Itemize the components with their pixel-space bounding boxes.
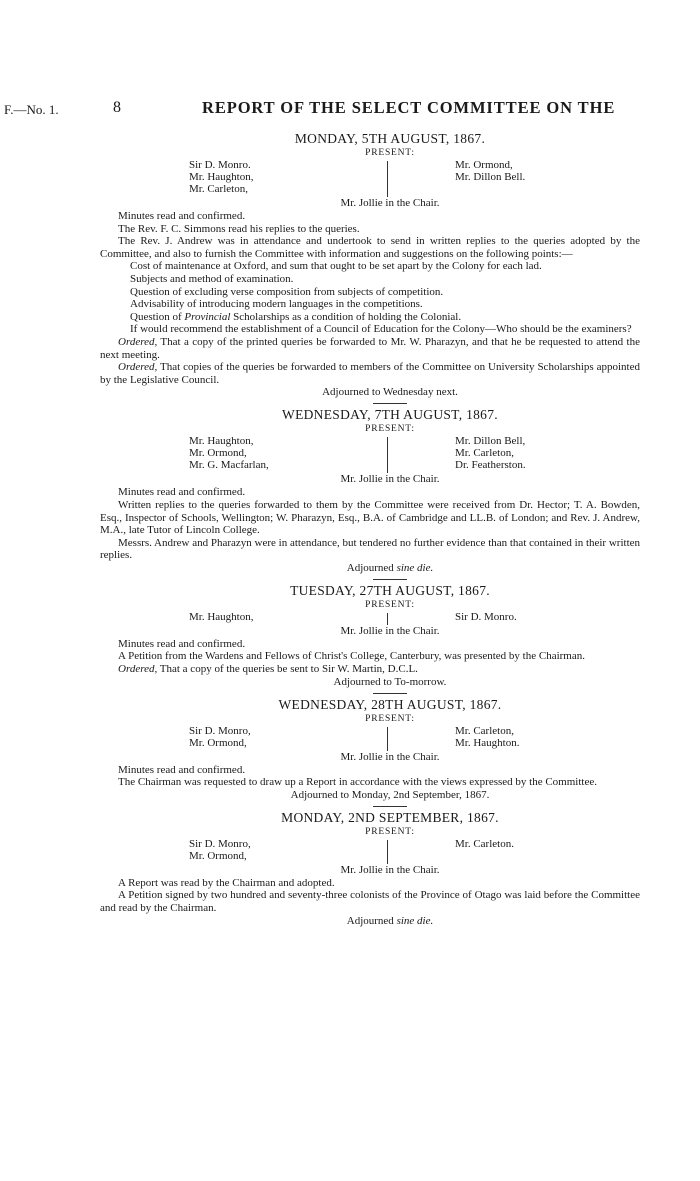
adjournment: Adjourned to Monday, 2nd September, 1867. (290, 788, 490, 801)
minute-paragraph: A Petition signed by two hundred and seventy-three colonists of the Province of Otago was laid before the Committee and read by the Chairman. (100, 889, 640, 915)
members-right (455, 159, 525, 183)
chair-line: Mr. Jollie in the Chair. (340, 624, 440, 637)
column-divider (387, 727, 388, 751)
members-present (0, 838, 700, 864)
member-name: Mr. Carleton, (455, 724, 514, 737)
emphasis-word: Provincial (184, 310, 231, 323)
sine-die: sine die. (396, 914, 434, 927)
discussion-point: Question of Provincial Scholarships as a condition of holding the Colonial. (130, 310, 462, 323)
meeting-block (0, 579, 700, 689)
present-label: PRESENT: (365, 148, 415, 158)
section-rule (373, 403, 407, 404)
member-name: Sir D. Monro. (189, 159, 251, 171)
adjournment: Adjourned to Wednesday next. (322, 386, 458, 399)
adjournment: Adjourned sine die. (346, 914, 434, 927)
ordered-label: Ordered, (118, 361, 158, 374)
member-name: Mr. Carleton, (455, 447, 514, 460)
member-name: Dr. Featherston. (455, 459, 526, 472)
column-divider (387, 437, 388, 473)
minute-paragraph: The Rev. F. C. Simmons read his replies to the queries. (118, 222, 360, 235)
chair-line: Mr. Jollie in the Chair. (340, 473, 440, 486)
members-left (189, 159, 253, 195)
members-present (0, 435, 700, 473)
column-divider (387, 840, 388, 864)
member-name: Mr. Haughton, (189, 171, 254, 183)
member-name: Mr. Haughton. (455, 736, 520, 749)
member-name: Mr. Carleton, (189, 183, 248, 195)
ordered-label: Ordered, (118, 335, 158, 348)
sine-die: sine die. (396, 561, 434, 574)
members-left (189, 838, 251, 862)
discussion-point: If would recommend the establishment of a Council of Education for the Colony—Who should be the examiners? (130, 323, 632, 336)
meeting-date: TUESDAY, 27TH AUGUST, 1867. (290, 582, 490, 598)
member-name: Mr. Dillon Bell, (455, 435, 526, 448)
order-paragraph: Ordered, That copies of the queries be forwarded to members of the Committee on University Scholarships appointed by the Legislative Council. (100, 361, 640, 386)
section-rule (373, 579, 407, 580)
present-label: PRESENT: (365, 599, 415, 610)
minute-paragraph: The Chairman was requested to draw up a Report in accordance with the views expressed by the Committee. (118, 776, 597, 789)
column-divider (387, 613, 388, 625)
member-name: Sir D. Monro. (455, 610, 517, 623)
minute-paragraph: Minutes read and confirmed. (118, 637, 246, 650)
member-name: Mr. Haughton, (189, 610, 254, 623)
report-title: REPORT OF THE SELECT COMMITTEE ON THE (202, 98, 616, 117)
discussion-point: Subjects and method of examination. (130, 272, 294, 285)
meeting-date: MONDAY, 5TH AUGUST, 1867. (294, 131, 486, 146)
meeting-block (0, 403, 700, 575)
minute-paragraph: Messrs. Andrew and Pharazyn were in attendance, but tendered no further evidence than that contained in their written replies. (100, 536, 641, 562)
section-rule (373, 806, 407, 807)
discussion-point: Advisability of introducing modern languages in the competitions. (130, 298, 423, 311)
present-label: PRESENT: (365, 826, 415, 837)
minute-paragraph: Written replies to the queries forwarded to them by the Committee were received from Dr. Hector; T. A. Bowden, Esq., Inspector of Schools, Wellington; W. Pharazyn, Esq., B.A. of Cambridge and LL.B. of London; and Rev. J. Andrew, M.A., late Tutor of Lincoln College. (100, 498, 640, 537)
ordered-label: Ordered, (118, 663, 158, 676)
present-label: PRESENT: (365, 424, 415, 435)
minute-paragraph: Minutes read and confirmed. (118, 210, 246, 222)
members-present (0, 611, 700, 625)
minute-paragraph: A Petition from the Wardens and Fellows of Christ's College, Canterbury, was presented by the Chairman. (118, 650, 585, 663)
minute-paragraph: Minutes read and confirmed. (118, 763, 246, 776)
chair-line: Mr. Jollie in the Chair. (340, 197, 440, 209)
member-name: Mr. Haughton, (189, 435, 254, 448)
meeting-date: MONDAY, 2ND SEPTEMBER, 1867. (281, 809, 499, 825)
member-name: Sir D. Monro, (189, 837, 251, 850)
minute-paragraph: The Rev. J. Andrew was in attendance and undertook to send in written replies to the queries adopted by the Committee, and also to furnish the Committee with information and suggestions on the following points:— (100, 235, 640, 260)
page-number: 8 (113, 99, 121, 116)
member-name: Mr. Ormond, (189, 447, 247, 460)
meeting-date: WEDNESDAY, 28TH AUGUST, 1867. (278, 696, 502, 712)
minute-paragraph: Ordered, That a copy of the queries be sent to Sir W. Martin, D.C.L. (118, 663, 418, 676)
adjournment: Adjourned to To-morrow. (333, 675, 447, 688)
members-present (0, 725, 700, 751)
meeting-block (0, 806, 700, 928)
section-rule (373, 693, 407, 694)
meeting-block (0, 693, 700, 802)
adjournment: Adjourned sine die. (346, 561, 434, 574)
member-name: Mr. Ormond, (455, 159, 513, 171)
minute-paragraph: A Report was read by the Chairman and adopted. (118, 876, 335, 889)
member-name: Mr. Ormond, (189, 849, 247, 862)
chair-line: Mr. Jollie in the Chair. (340, 863, 440, 876)
members-right (455, 611, 517, 623)
members-left (189, 725, 251, 749)
members-present (0, 159, 700, 197)
document-reference: F.—No. 1. (4, 102, 59, 117)
page-header (0, 98, 700, 121)
members-right (455, 838, 514, 850)
members-right (455, 435, 526, 471)
minutes-body (0, 131, 700, 928)
discussion-point: Question of excluding verse composition from subjects of competition. (130, 285, 444, 298)
order-paragraph: Ordered, That a copy of the printed queries be forwarded to Mr. W. Pharazyn, and that he be requested to attend the next meeting. (100, 335, 640, 361)
meeting-block (0, 131, 700, 399)
member-name: Mr. G. Macfarlan, (189, 459, 269, 472)
members-left (189, 611, 253, 623)
member-name: Mr. Dillon Bell. (455, 171, 526, 183)
present-label: PRESENT: (365, 713, 415, 724)
members-right (455, 725, 519, 749)
discussion-point: Cost of maintenance at Oxford, and sum that ought to be set apart by the Colony for each lad. (130, 260, 542, 273)
members-left (189, 435, 269, 471)
minute-paragraph: Minutes read and confirmed. (118, 486, 246, 499)
member-name: Mr. Carleton. (455, 837, 514, 850)
column-divider (387, 161, 388, 197)
chair-line: Mr. Jollie in the Chair. (340, 750, 440, 763)
member-name: Mr. Ormond, (189, 736, 247, 749)
member-name: Sir D. Monro, (189, 724, 251, 737)
meeting-date: WEDNESDAY, 7TH AUGUST, 1867. (282, 407, 498, 423)
